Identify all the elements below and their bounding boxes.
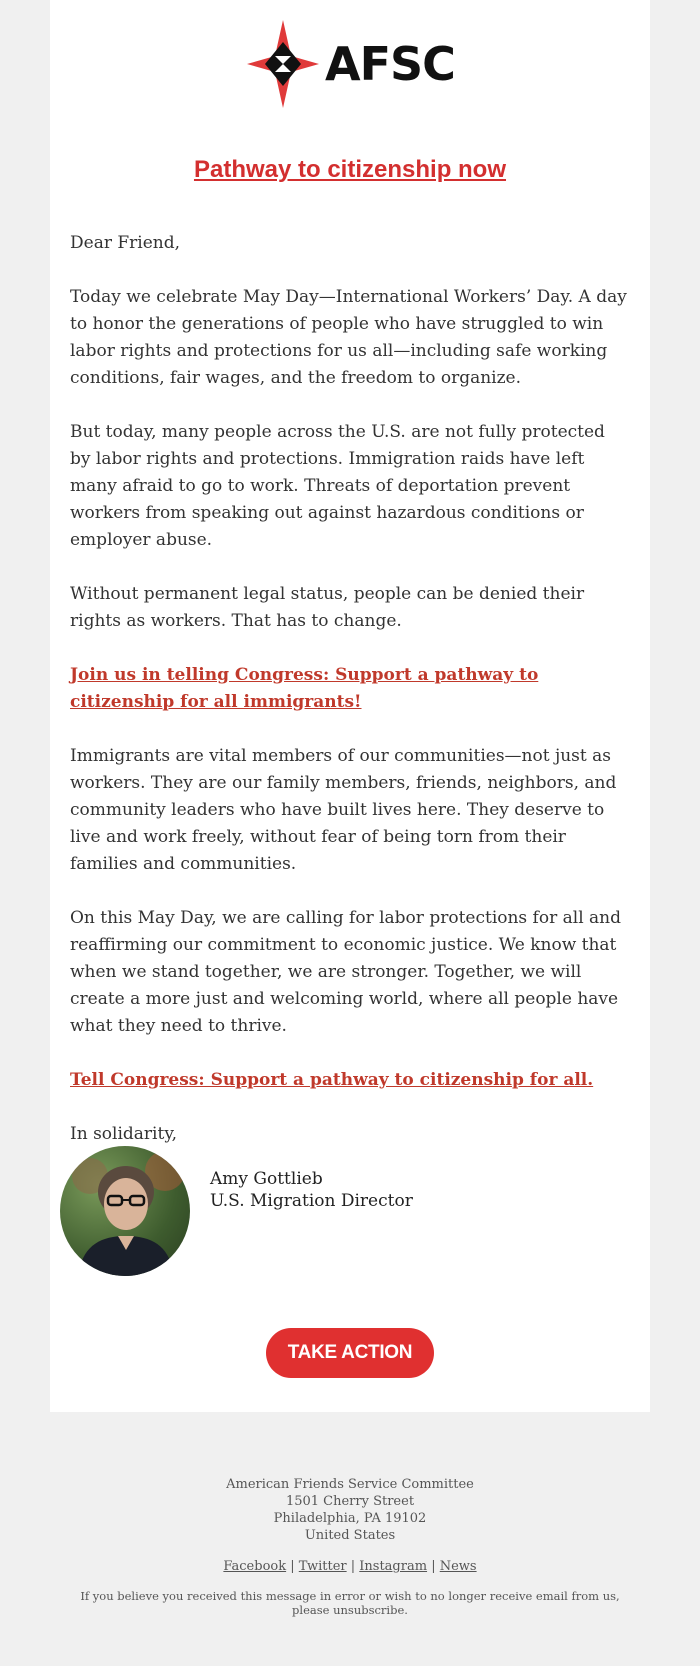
footer-org: American Friends Service Committee <box>226 1477 474 1492</box>
closing: In solidarity, <box>70 1124 178 1144</box>
signer-name: Amy Gottlieb <box>210 1169 323 1189</box>
divider: | <box>350 1559 360 1574</box>
paragraph-5: On this May Day, we are calling for labor protections for all and reaffirming our commitment to economic justice. We know that when we stand together, we are stronger. Together, we will create a more just and welcoming world, where all people have what they need to thrive. <box>70 908 621 1036</box>
footer <box>0 1476 700 1617</box>
paragraph-3: Without permanent legal status, people can be denied their rights as workers. That has to change. <box>70 584 585 631</box>
paragraph-4: Immigrants are vital members of our communities—not just as workers. They are our family members, friends, neighbors, and community leaders who have built lives here. They deserve to live and work freely, without fear of being torn from their families and communities. <box>70 746 617 874</box>
unsubscribe-note[interactable]: If you believe you received this message in error or wish to no longer receive email from us, please unsubscribe. <box>80 1589 620 1617</box>
footer-country: United States <box>304 1528 396 1543</box>
portrait-icon <box>60 1146 190 1276</box>
avatar <box>60 1146 190 1276</box>
twitter-link[interactable]: Twitter <box>298 1559 347 1574</box>
paragraph-2: But today, many people across the U.S. are not fully protected by labor rights and protections. Immigration raids have left many afraid to go to work. Threats of deportation prevent workers from speaking out against hazardous conditions or employer abuse. <box>70 422 605 550</box>
tell-congress-link[interactable]: Tell Congress: Support a pathway to citizenship for all. <box>70 1070 594 1090</box>
email-card <box>50 0 650 1412</box>
divider: | <box>431 1559 440 1574</box>
signature-text <box>210 1168 413 1212</box>
footer-street: 1501 Cherry Street <box>285 1494 415 1509</box>
facebook-link[interactable]: Facebook <box>223 1559 287 1574</box>
footer-city: Philadelphia, PA 19102 <box>273 1511 427 1526</box>
cta-wrapper <box>0 1328 700 1378</box>
footer-links <box>0 1558 700 1575</box>
email-body <box>70 230 630 1175</box>
logo-wordmark: AFSC <box>325 37 455 91</box>
news-link[interactable]: News <box>439 1559 477 1574</box>
join-congress-link[interactable]: Join us in telling Congress: Support a pathway to citizenship for all immigrants! <box>70 665 539 712</box>
headline-link[interactable]: Pathway to citizenship now <box>193 156 507 183</box>
logo-area <box>50 18 650 118</box>
greeting: Dear Friend, <box>70 233 181 253</box>
instagram-link[interactable]: Instagram <box>359 1559 428 1574</box>
take-action-button[interactable]: TAKE ACTION <box>266 1328 434 1378</box>
paragraph-1: Today we celebrate May Day—International Workers’ Day. A day to honor the generations of people who have struggled to win labor rights and protections for us all—including safe working conditions, fair wages, and the freedom to organize. <box>70 287 627 388</box>
signer-title: U.S. Migration Director <box>210 1191 413 1211</box>
afsc-logo[interactable] <box>245 18 455 110</box>
signature-block <box>60 1146 640 1278</box>
divider: | <box>290 1559 299 1574</box>
star-icon <box>245 18 321 110</box>
